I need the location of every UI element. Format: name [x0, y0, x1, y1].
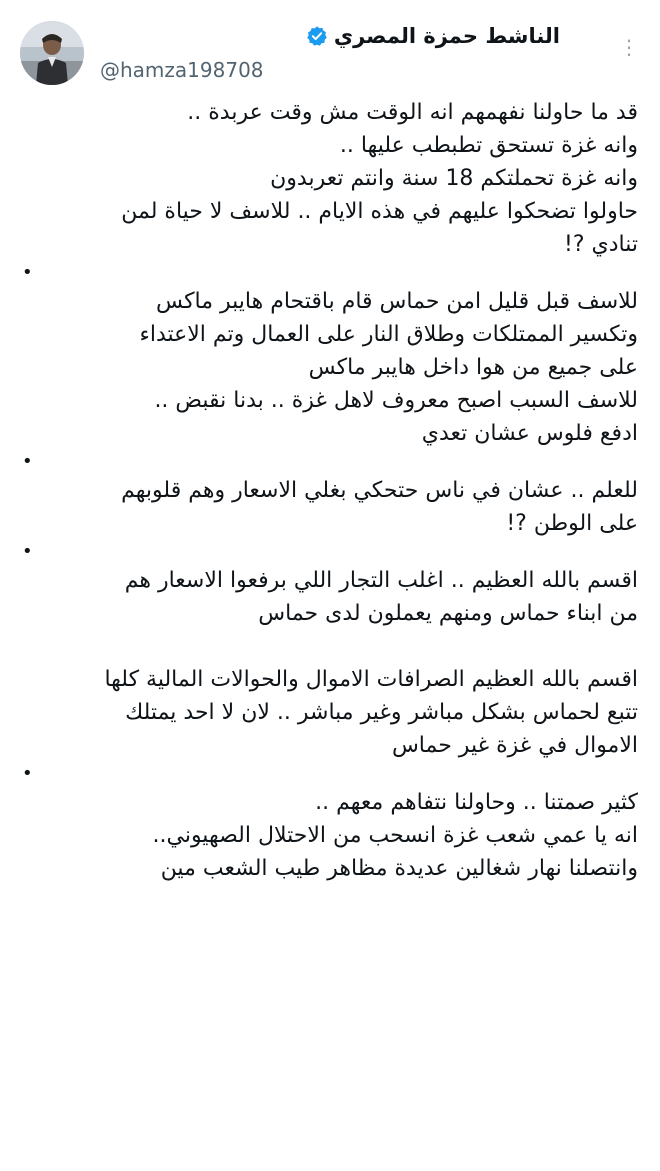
- paragraph-gap: [20, 630, 638, 663]
- tweet-line: وانتصلنا نهار شغالين عديدة مظاهر طيب الشعب مين: [160, 856, 638, 881]
- tweet-line: الاموال في غزة غير حماس: [391, 733, 638, 758]
- tweet-line: وانه غزة تستحق تطبطب عليها ..: [339, 133, 638, 158]
- tweet-line: اقسم بالله العظيم .. اغلب التجار اللي برفعوا الاسعار هم: [124, 568, 638, 593]
- tweet-line: للعلم .. عشان في ناس حتحكي بغلي الاسعار وهم قلوبهم: [121, 478, 638, 503]
- tweet-line: تتبع لحماس بشكل مباشر وغير مباشر .. لان لا احد يمتلك: [125, 700, 638, 725]
- avatar-photo: [20, 21, 84, 85]
- tweet-line: حاولوا تضحكوا عليهم في هذه الايام .. للاسف لا حياة لمن: [121, 199, 638, 224]
- tweet-line: وتكسير الممتلكات وطلاق النار على العمال وتم الاعتداء: [139, 322, 638, 347]
- author-handle[interactable]: @hamza198708: [100, 58, 264, 82]
- tweet-line: انه يا عمي شعب غزة انسحب من الاحتلال الصهيوني..: [152, 823, 638, 848]
- tweet-line: اقسم بالله العظيم الصرافات الاموال والحوالات المالية كلها: [104, 667, 638, 692]
- tweet-line: وانه غزة تحملتكم 18 سنة وانتم تعربدون: [270, 166, 638, 191]
- more-options-icon[interactable]: ⋮: [619, 35, 639, 59]
- separator-dot: •: [22, 262, 33, 283]
- separator-dot: •: [22, 541, 33, 562]
- bottom-fade: [0, 1131, 660, 1171]
- separator-dot: •: [22, 451, 33, 472]
- author-name-row[interactable]: [306, 24, 560, 48]
- tweet-line: ادفع فلوس عشان تعدي: [421, 421, 638, 446]
- tweet-line: على الوطن ?!: [506, 511, 638, 536]
- tweet-line: كثير صمتنا .. وحاولنا نتفاهم معهم ..: [315, 790, 638, 815]
- tweet-line: من ابناء حماس ومنهم يعملون لدى حماس: [258, 601, 638, 626]
- tweet-text: [20, 96, 638, 885]
- verified-badge-icon: [306, 25, 328, 47]
- tweet-header: [0, 0, 660, 100]
- tweet-line: قد ما حاولنا نفهمهم انه الوقت مش وقت عربدة ..: [187, 100, 638, 125]
- separator-dot: •: [22, 763, 33, 784]
- avatar[interactable]: [20, 21, 84, 85]
- author-name[interactable]: الناشط حمزة المصري: [333, 24, 560, 48]
- tweet-line: للاسف قبل قليل امن حماس قام باقتحام هايبر ماكس: [156, 289, 638, 314]
- tweet-line: تنادي ?!: [564, 232, 638, 257]
- tweet-line: على جميع من هوا داخل هايبر ماكس: [308, 355, 638, 380]
- tweet-line: للاسف السبب اصبح معروف لاهل غزة .. بدنا نقبض ..: [154, 388, 638, 413]
